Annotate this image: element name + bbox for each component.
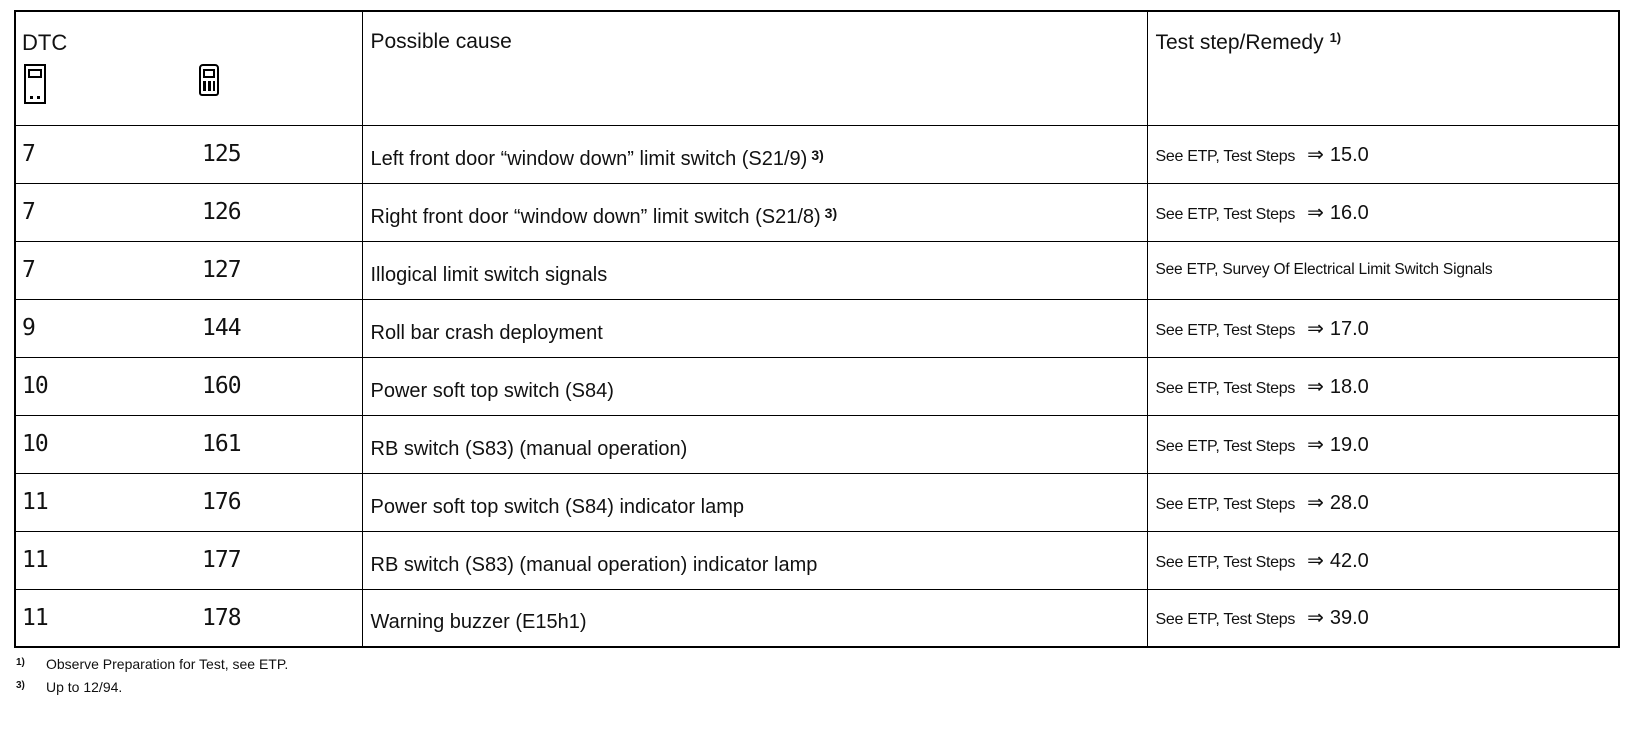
table-row xyxy=(15,473,1619,531)
arrow-icon: ⇒ xyxy=(1307,141,1324,166)
test-step-number: 17.0 xyxy=(1329,317,1369,340)
footnotes xyxy=(14,652,1618,698)
arrow-icon: ⇒ xyxy=(1307,315,1324,340)
test-step-number: 18.0 xyxy=(1329,375,1369,398)
tester-code: 126 xyxy=(202,199,241,225)
possible-cause: Left front door “window down” limit switch (S21/9) xyxy=(370,148,808,170)
blink-code-cell xyxy=(15,415,190,473)
table-row xyxy=(15,357,1619,415)
blink-code: 7 xyxy=(22,141,35,167)
test-step-number: 39.0 xyxy=(1329,607,1369,630)
remedy-text: See ETP, Test Steps xyxy=(1155,379,1296,397)
table-row xyxy=(15,125,1619,183)
possible-cause: RB switch (S83) (manual operation) xyxy=(370,437,688,460)
footnote xyxy=(14,675,1618,698)
possible-cause: Roll bar crash deployment xyxy=(370,321,603,344)
blink-code-cell xyxy=(15,473,190,531)
arrow-icon: ⇒ xyxy=(1307,431,1324,456)
blink-code: 11 xyxy=(22,547,48,573)
blink-code: 10 xyxy=(22,373,48,399)
blink-code-cell xyxy=(15,357,190,415)
arrow-icon: ⇒ xyxy=(1307,489,1324,514)
remedy-cell xyxy=(1147,473,1619,531)
blink-code: 11 xyxy=(22,489,48,515)
tester-code-cell xyxy=(190,125,362,183)
tester-code-cell xyxy=(190,473,362,531)
dtc-header-label: DTC xyxy=(22,30,68,55)
possible-cause: Power soft top switch (S84) xyxy=(370,379,614,402)
blink-code: 11 xyxy=(22,604,48,631)
tester-code: 178 xyxy=(202,604,241,631)
test-step-number: 16.0 xyxy=(1329,201,1369,224)
hand-held-tester-icon xyxy=(199,64,219,96)
tester-code-cell xyxy=(190,241,362,299)
possible-cause-cell xyxy=(362,357,1147,415)
footnote xyxy=(14,652,1618,675)
remedy-cell xyxy=(1147,357,1619,415)
remedy-cell xyxy=(1147,415,1619,473)
possible-cause-cell xyxy=(362,241,1147,299)
table-row xyxy=(15,589,1619,647)
table-row xyxy=(15,415,1619,473)
arrow-icon: ⇒ xyxy=(1307,547,1324,572)
remedy-cell xyxy=(1147,531,1619,589)
table-row xyxy=(15,299,1619,357)
possible-cause-cell xyxy=(362,125,1147,183)
tester-code: 144 xyxy=(202,315,241,341)
possible-cause-cell xyxy=(362,531,1147,589)
tester-code-cell xyxy=(190,531,362,589)
blink-code-cell xyxy=(15,531,190,589)
table-row xyxy=(15,183,1619,241)
test-step-number: 15.0 xyxy=(1329,143,1369,166)
remedy-text: See ETP, Test Steps xyxy=(1155,495,1296,513)
test-step-number: 19.0 xyxy=(1329,433,1369,456)
blink-code-cell xyxy=(15,299,190,357)
possible-cause: RB switch (S83) (manual operation) indicator lamp xyxy=(370,553,818,576)
test-step-number: 28.0 xyxy=(1329,491,1369,514)
possible-cause-cell xyxy=(362,299,1147,357)
possible-cause: Illogical limit switch signals xyxy=(370,263,608,286)
blink-code-cell xyxy=(15,183,190,241)
possible-cause: Right front door “window down” limit switch (S21/8) xyxy=(370,206,821,228)
remedy-header-label: Test step/Remedy xyxy=(1155,31,1324,54)
blink-code-cell xyxy=(15,241,190,299)
possible-cause-cell xyxy=(362,473,1147,531)
possible-cause-cell xyxy=(362,589,1147,647)
tester-code-cell xyxy=(190,299,362,357)
arrow-icon: ⇒ xyxy=(1307,373,1324,398)
remedy-text: See ETP, Test Steps xyxy=(1155,437,1296,455)
remedy-text: See ETP, Test Steps xyxy=(1155,147,1296,165)
remedy-cell xyxy=(1147,125,1619,183)
remedy-text: See ETP, Test Steps xyxy=(1155,205,1296,223)
table-header-row xyxy=(15,11,1619,125)
possible-cause: Warning buzzer (E15h1) xyxy=(370,611,587,634)
blink-code-cell xyxy=(15,125,190,183)
footnote-text: Observe Preparation for Test, see ETP. xyxy=(46,656,289,672)
blink-code: 10 xyxy=(22,431,48,457)
footnote-text: Up to 12/94. xyxy=(46,679,123,695)
tester-code: 127 xyxy=(202,257,241,283)
tester-code-cell xyxy=(190,589,362,647)
tester-code: 125 xyxy=(202,141,241,167)
remedy-text: See ETP, Test Steps xyxy=(1155,611,1296,629)
footnote-number: 3) xyxy=(16,680,25,691)
blink-code: 9 xyxy=(22,315,35,341)
dtc-table xyxy=(14,10,1620,648)
table-row xyxy=(15,531,1619,589)
dtc-header-cell xyxy=(15,11,362,125)
tester-code: 177 xyxy=(202,547,241,573)
remedy-cell xyxy=(1147,299,1619,357)
remedy-cell xyxy=(1147,241,1619,299)
arrow-icon: ⇒ xyxy=(1307,199,1324,224)
blink-code-cell xyxy=(15,589,190,647)
possible-cause: Power soft top switch (S84) indicator lamp xyxy=(370,495,744,518)
possible-cause-cell xyxy=(362,415,1147,473)
tester-code-cell xyxy=(190,183,362,241)
arrow-icon: ⇒ xyxy=(1307,605,1324,630)
possible-cause-cell xyxy=(362,183,1147,241)
tester-code: 176 xyxy=(202,489,241,515)
footnote-number: 1) xyxy=(16,657,25,668)
remedy-header-cell xyxy=(1147,11,1619,125)
remedy-cell xyxy=(1147,589,1619,647)
table-row xyxy=(15,241,1619,299)
remedy-text: See ETP, Survey Of Electrical Limit Switch Signals xyxy=(1155,261,1493,278)
blink-code: 7 xyxy=(22,257,35,283)
tester-code: 160 xyxy=(202,373,241,399)
blink-code: 7 xyxy=(22,199,35,225)
tester-code-cell xyxy=(190,415,362,473)
remedy-footnote-ref: 1) xyxy=(1329,30,1342,45)
remedy-text: See ETP, Test Steps xyxy=(1155,553,1296,571)
cause-header-cell xyxy=(362,11,1147,125)
cause-footnote-ref: 3) xyxy=(811,147,824,163)
remedy-cell xyxy=(1147,183,1619,241)
blink-code-unit-icon xyxy=(24,64,46,104)
test-step-number: 42.0 xyxy=(1329,549,1369,572)
tester-code: 161 xyxy=(202,431,241,457)
cause-footnote-ref: 3) xyxy=(824,205,838,221)
remedy-text: See ETP, Test Steps xyxy=(1155,321,1296,339)
cause-header-label: Possible cause xyxy=(370,30,512,53)
tester-code-cell xyxy=(190,357,362,415)
dtc-document xyxy=(14,10,1618,698)
